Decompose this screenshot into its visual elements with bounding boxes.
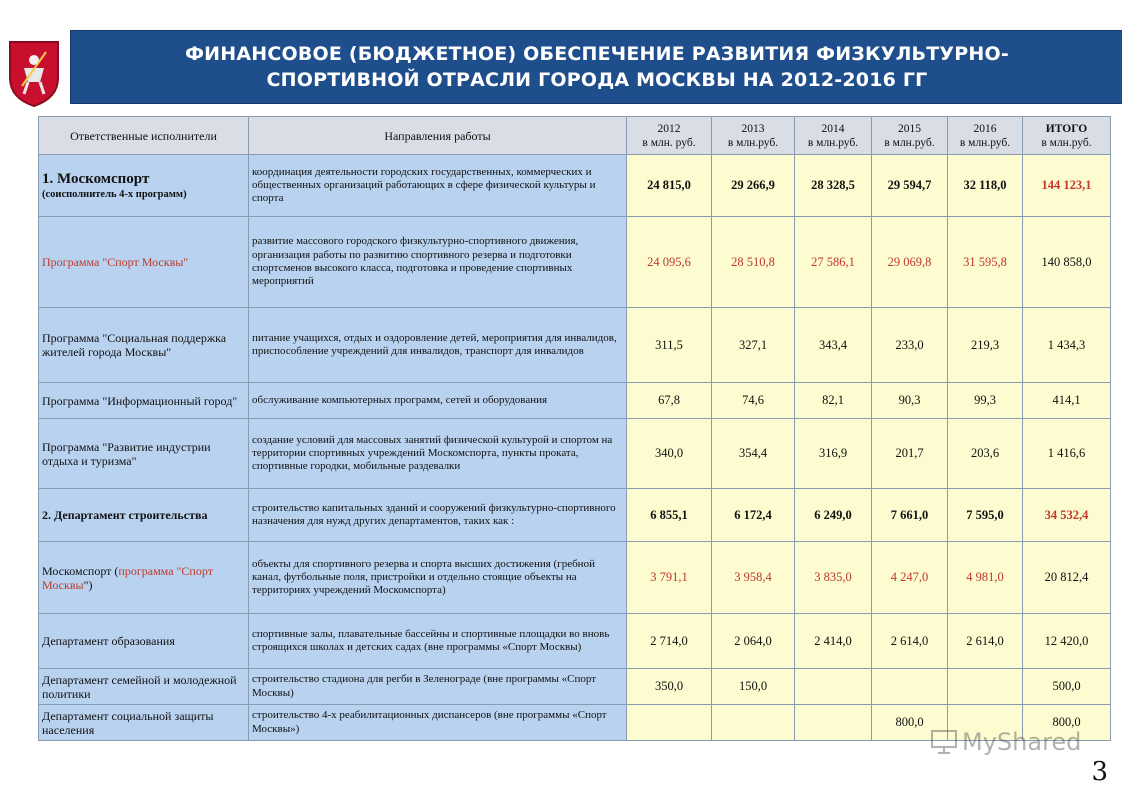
cell-2016: 2 614,0 <box>948 614 1023 669</box>
row-direction: объекты для спортивного резерва и спорта высших достижения (гребной канал, футбольные поля, пристройки и отдельно стоящие объекты на территориях учреждений Москомспорта) <box>249 542 627 614</box>
row-exec: Департамент социальной защиты населения <box>39 705 249 741</box>
row-exec: Москомспорт (программа "Спорт Москвы") <box>39 542 249 614</box>
cell-2013: 354,4 <box>712 419 795 489</box>
cell-total: 1 434,3 <box>1023 308 1111 383</box>
moscow-coat-of-arms-icon <box>6 38 62 108</box>
cell-2014 <box>795 669 872 705</box>
row-direction: строительство 4-х реабилитационных диспансеров (вне программы «Спорт Москвы») <box>249 705 627 741</box>
cell-2012: 2 714,0 <box>627 614 712 669</box>
cell-total: 34 532,4 <box>1023 489 1111 542</box>
row-exec: Программа "Развитие индустрии отдыха и туризма" <box>39 419 249 489</box>
cell-2013: 6 172,4 <box>712 489 795 542</box>
cell-2013: 28 510,8 <box>712 217 795 308</box>
cell-2013 <box>712 705 795 741</box>
cell-2016: 203,6 <box>948 419 1023 489</box>
row-exec: Программа "Информационный город" <box>39 383 249 419</box>
title-line-2: СПОРТИВНОЙ ОТРАСЛИ ГОРОДА МОСКВЫ НА 2012-2016 ГГ <box>266 69 928 91</box>
cell-2012: 311,5 <box>627 308 712 383</box>
cell-2013: 150,0 <box>712 669 795 705</box>
row-exec: Программа "Спорт Москвы" <box>39 217 249 308</box>
cell-total: 140 858,0 <box>1023 217 1111 308</box>
cell-2012: 340,0 <box>627 419 712 489</box>
cell-2013: 327,1 <box>712 308 795 383</box>
cell-2012: 24 815,0 <box>627 155 712 217</box>
cell-2012: 350,0 <box>627 669 712 705</box>
row-direction: спортивные залы, плавательные бассейны и спортивные площадки во вновь строящихся школах и детских садах (вне программы «Спорт Москвы) <box>249 614 627 669</box>
cell-2016: 4 981,0 <box>948 542 1023 614</box>
row-direction: строительство капитальных зданий и сооружений физкультурно-спортивного назначения для нужд других департаментов, таких как : <box>249 489 627 542</box>
cell-total: 800,0 <box>1023 705 1111 741</box>
cell-total: 414,1 <box>1023 383 1111 419</box>
cell-2016: 99,3 <box>948 383 1023 419</box>
cell-2016 <box>948 669 1023 705</box>
cell-total: 12 420,0 <box>1023 614 1111 669</box>
cell-2015: 29 594,7 <box>872 155 948 217</box>
cell-2015: 4 247,0 <box>872 542 948 614</box>
cell-2016: 32 118,0 <box>948 155 1023 217</box>
cell-2015: 29 069,8 <box>872 217 948 308</box>
table-row <box>39 489 1111 542</box>
page-title <box>70 30 1122 104</box>
watermark <box>930 728 1081 756</box>
row-direction: развитие массового городского физкультурно-спортивного движения, организация работы по развитию спортивного резерва и подготовки спортсменов высокого класса, подготовка и проведение спортивных мероприятий <box>249 217 627 308</box>
cell-2014: 28 328,5 <box>795 155 872 217</box>
cell-2014 <box>795 705 872 741</box>
cell-2015: 2 614,0 <box>872 614 948 669</box>
cell-2015: 7 661,0 <box>872 489 948 542</box>
watermark-text: MyShared <box>962 728 1082 756</box>
row-exec: Департамент семейной и молодежной политики <box>39 669 249 705</box>
cell-2015: 201,7 <box>872 419 948 489</box>
cell-2015 <box>872 669 948 705</box>
table-row <box>39 308 1111 383</box>
cell-2014: 6 249,0 <box>795 489 872 542</box>
cell-2014: 2 414,0 <box>795 614 872 669</box>
table-row <box>39 217 1111 308</box>
cell-2016: 219,3 <box>948 308 1023 383</box>
header-2016: 2016 в млн.руб. <box>948 117 1023 155</box>
row-exec: 1. Москомспорт (соисполнитель 4-х программ) <box>39 155 249 217</box>
header-2012: 2012 в млн. руб. <box>627 117 712 155</box>
cell-2012: 67,8 <box>627 383 712 419</box>
cell-2014: 82,1 <box>795 383 872 419</box>
table-row <box>39 542 1111 614</box>
table-row <box>39 614 1111 669</box>
table-row <box>39 669 1111 705</box>
cell-2012: 6 855,1 <box>627 489 712 542</box>
cell-total: 20 812,4 <box>1023 542 1111 614</box>
cell-2015: 90,3 <box>872 383 948 419</box>
cell-2012 <box>627 705 712 741</box>
cell-2012: 24 095,6 <box>627 217 712 308</box>
cell-2014: 343,4 <box>795 308 872 383</box>
row-exec: Департамент образования <box>39 614 249 669</box>
cell-2015: 800,0 <box>872 705 948 741</box>
cell-2012: 3 791,1 <box>627 542 712 614</box>
row-direction: строительство стадиона для регби в Зеленограде (вне программы «Спорт Москвы) <box>249 669 627 705</box>
header-total: ИТОГО в млн.руб. <box>1023 117 1111 155</box>
cell-2013: 3 958,4 <box>712 542 795 614</box>
cell-2013: 2 064,0 <box>712 614 795 669</box>
table-row <box>39 383 1111 419</box>
row-direction: координация деятельности городских государственных, коммерческих и общественных организаций работающих в сфере физической культуры и спорта <box>249 155 627 217</box>
cell-total: 500,0 <box>1023 669 1111 705</box>
row-exec: Программа "Социальная поддержка жителей города Москвы" <box>39 308 249 383</box>
cell-2013: 29 266,9 <box>712 155 795 217</box>
header-exec: Ответственные исполнители <box>39 117 249 155</box>
row-exec: 2. Департамент строительства <box>39 489 249 542</box>
budget-table <box>38 116 1111 741</box>
cell-2016: 31 595,8 <box>948 217 1023 308</box>
header-dir: Направления работы <box>249 117 627 155</box>
page-number: 3 <box>1091 757 1108 787</box>
cell-2015: 233,0 <box>872 308 948 383</box>
table-row <box>39 155 1111 217</box>
presentation-icon <box>930 729 958 755</box>
cell-2014: 27 586,1 <box>795 217 872 308</box>
header-row <box>39 117 1111 155</box>
cell-2014: 3 835,0 <box>795 542 872 614</box>
cell-total: 1 416,6 <box>1023 419 1111 489</box>
row-direction: обслуживание компьютерных программ, сетей и оборудования <box>249 383 627 419</box>
cell-2013: 74,6 <box>712 383 795 419</box>
title-line-1: ФИНАНСОВОЕ (БЮДЖЕТНОЕ) ОБЕСПЕЧЕНИЕ РАЗВИТИЯ ФИЗКУЛЬТУРНО- <box>185 43 1009 65</box>
cell-total: 144 123,1 <box>1023 155 1111 217</box>
header-2014: 2014 в млн.руб. <box>795 117 872 155</box>
cell-2016: 7 595,0 <box>948 489 1023 542</box>
cell-2014: 316,9 <box>795 419 872 489</box>
row-direction: питание учащихся, отдых и оздоровление детей, мероприятия для инвалидов, приспособление учреждений для инвалидов, транспорт для инвалидов <box>249 308 627 383</box>
header-2013: 2013 в млн.руб. <box>712 117 795 155</box>
header-2015: 2015 в млн.руб. <box>872 117 948 155</box>
row-direction: создание условий для массовых занятий физической культурой и спортом на территории спортивных учреждений Москомспорта, пункты проката, спортивные городки, мобильные раздевалки <box>249 419 627 489</box>
table-row <box>39 419 1111 489</box>
